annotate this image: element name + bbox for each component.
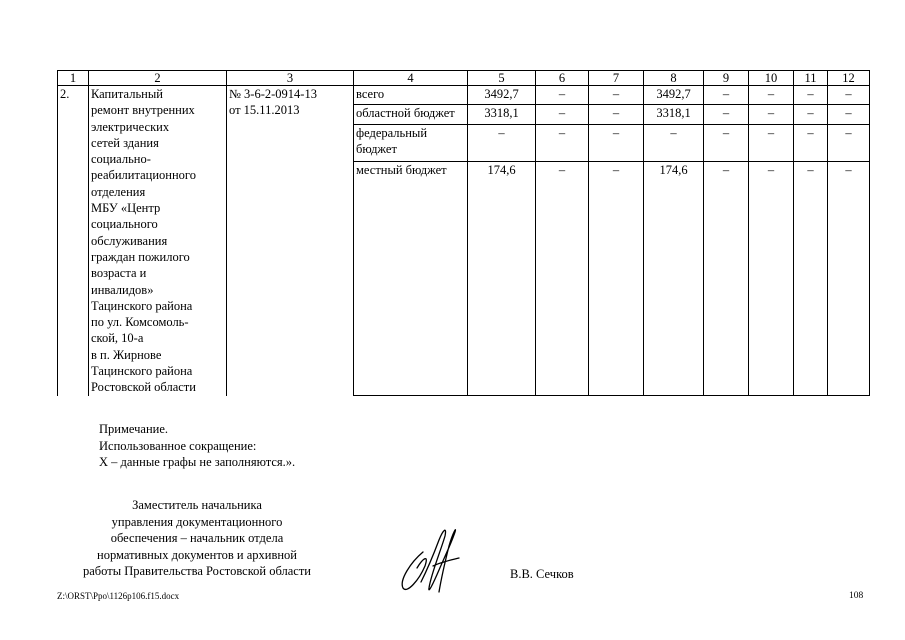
table-cell: 3492,7	[644, 86, 704, 105]
page-number: 108	[849, 591, 864, 601]
object-line: отделения	[91, 184, 146, 199]
table-row	[58, 86, 870, 105]
table-cell: 3492,7	[468, 86, 536, 105]
notes-title: Примечание.	[99, 422, 169, 436]
notes	[99, 421, 295, 471]
row-index: 2.	[58, 86, 89, 396]
object-line: электрических	[91, 119, 170, 134]
notes-line: Х – данные графы не заполняются.».	[99, 455, 296, 469]
file-path: Z:\ORST\Ppo\1126p106.f15.docx	[57, 591, 180, 601]
table-cell: –	[536, 105, 589, 124]
funding-source: всего	[354, 86, 468, 105]
table-cell: –	[794, 105, 828, 124]
funding-source: местный бюджет	[354, 162, 468, 396]
document-date: от 15.11.2013	[229, 103, 300, 118]
object-line: Тацинского района	[91, 364, 193, 379]
table-cell: –	[749, 162, 794, 396]
object-line: ской, 10-а	[91, 331, 144, 346]
column-header: 10	[749, 71, 794, 86]
column-header: 9	[704, 71, 749, 86]
table-cell: –	[704, 162, 749, 396]
table-cell: –	[536, 124, 589, 162]
position-line: работы Правительства Ростовской области	[83, 564, 311, 578]
column-header: 4	[354, 71, 468, 86]
object-line: МБУ «Центр	[91, 201, 161, 216]
column-header: 8	[644, 71, 704, 86]
funding-source: областной бюджет	[354, 105, 468, 124]
object-line: в п. Жирнове	[91, 347, 162, 362]
object-line: Капитальный	[91, 87, 163, 101]
table-cell: –	[794, 124, 828, 162]
column-header: 3	[227, 71, 354, 86]
column-header: 6	[536, 71, 589, 86]
funding-source: федеральный бюджет	[354, 124, 468, 162]
object-line: возраста и	[91, 266, 147, 281]
position-line: обеспечения – начальник отдела	[110, 531, 284, 545]
object-line: инвалидов»	[91, 282, 154, 297]
object-line: граждан пожилого	[91, 249, 190, 264]
notes-line: Использованное сокращение:	[99, 438, 257, 453]
table-cell: 3318,1	[644, 105, 704, 124]
table-cell: 3318,1	[468, 105, 536, 124]
object-line: по ул. Комсомоль-	[91, 315, 189, 330]
position-line: управления документационного	[111, 514, 283, 529]
object-line: сетей здания	[91, 135, 159, 150]
column-header: 5	[468, 71, 536, 86]
column-header: 12	[828, 71, 870, 86]
table-cell: –	[828, 86, 870, 105]
table-cell: –	[828, 105, 870, 124]
table-cell: –	[589, 105, 644, 124]
table-cell: –	[828, 162, 870, 396]
table-cell: –	[828, 124, 870, 162]
table-cell: –	[749, 124, 794, 162]
handwritten-signature	[393, 522, 465, 596]
table-cell: 174,6	[644, 162, 704, 396]
table-cell: –	[794, 162, 828, 396]
document-number: № 3-6-2-0914-13	[229, 87, 317, 101]
position-line: нормативных документов и архивной	[97, 547, 297, 562]
object-line: социального	[91, 217, 158, 232]
table-cell: –	[468, 124, 536, 162]
table-cell: –	[749, 105, 794, 124]
table-cell: –	[536, 86, 589, 105]
table-header-row	[58, 71, 870, 86]
document-reference	[227, 86, 354, 396]
object-line: Ростовской области	[91, 380, 196, 395]
table-cell: 174,6	[468, 162, 536, 396]
table-cell: –	[704, 86, 749, 105]
signatory-position	[57, 497, 337, 580]
object-line: ремонт внутренних	[91, 103, 195, 118]
column-header: 7	[589, 71, 644, 86]
object-line: реабилитационного	[91, 168, 196, 183]
table-cell: –	[794, 86, 828, 105]
budget-table	[57, 70, 870, 396]
table-cell: –	[589, 86, 644, 105]
table-cell: –	[589, 162, 644, 396]
object-line: Тацинского района	[91, 298, 193, 313]
object-description	[89, 86, 227, 396]
table-cell: –	[644, 124, 704, 162]
table-cell: –	[704, 124, 749, 162]
column-header: 1	[58, 71, 89, 86]
column-header: 11	[794, 71, 828, 86]
table-cell: –	[749, 86, 794, 105]
signatory-name: В.В. Сечков	[510, 567, 574, 581]
column-header: 2	[89, 71, 227, 86]
table-cell: –	[536, 162, 589, 396]
table-cell: –	[704, 105, 749, 124]
position-line: Заместитель начальника	[132, 498, 262, 512]
object-line: обслуживания	[91, 233, 168, 248]
object-line: социально-	[91, 152, 151, 167]
table-cell: –	[589, 124, 644, 162]
